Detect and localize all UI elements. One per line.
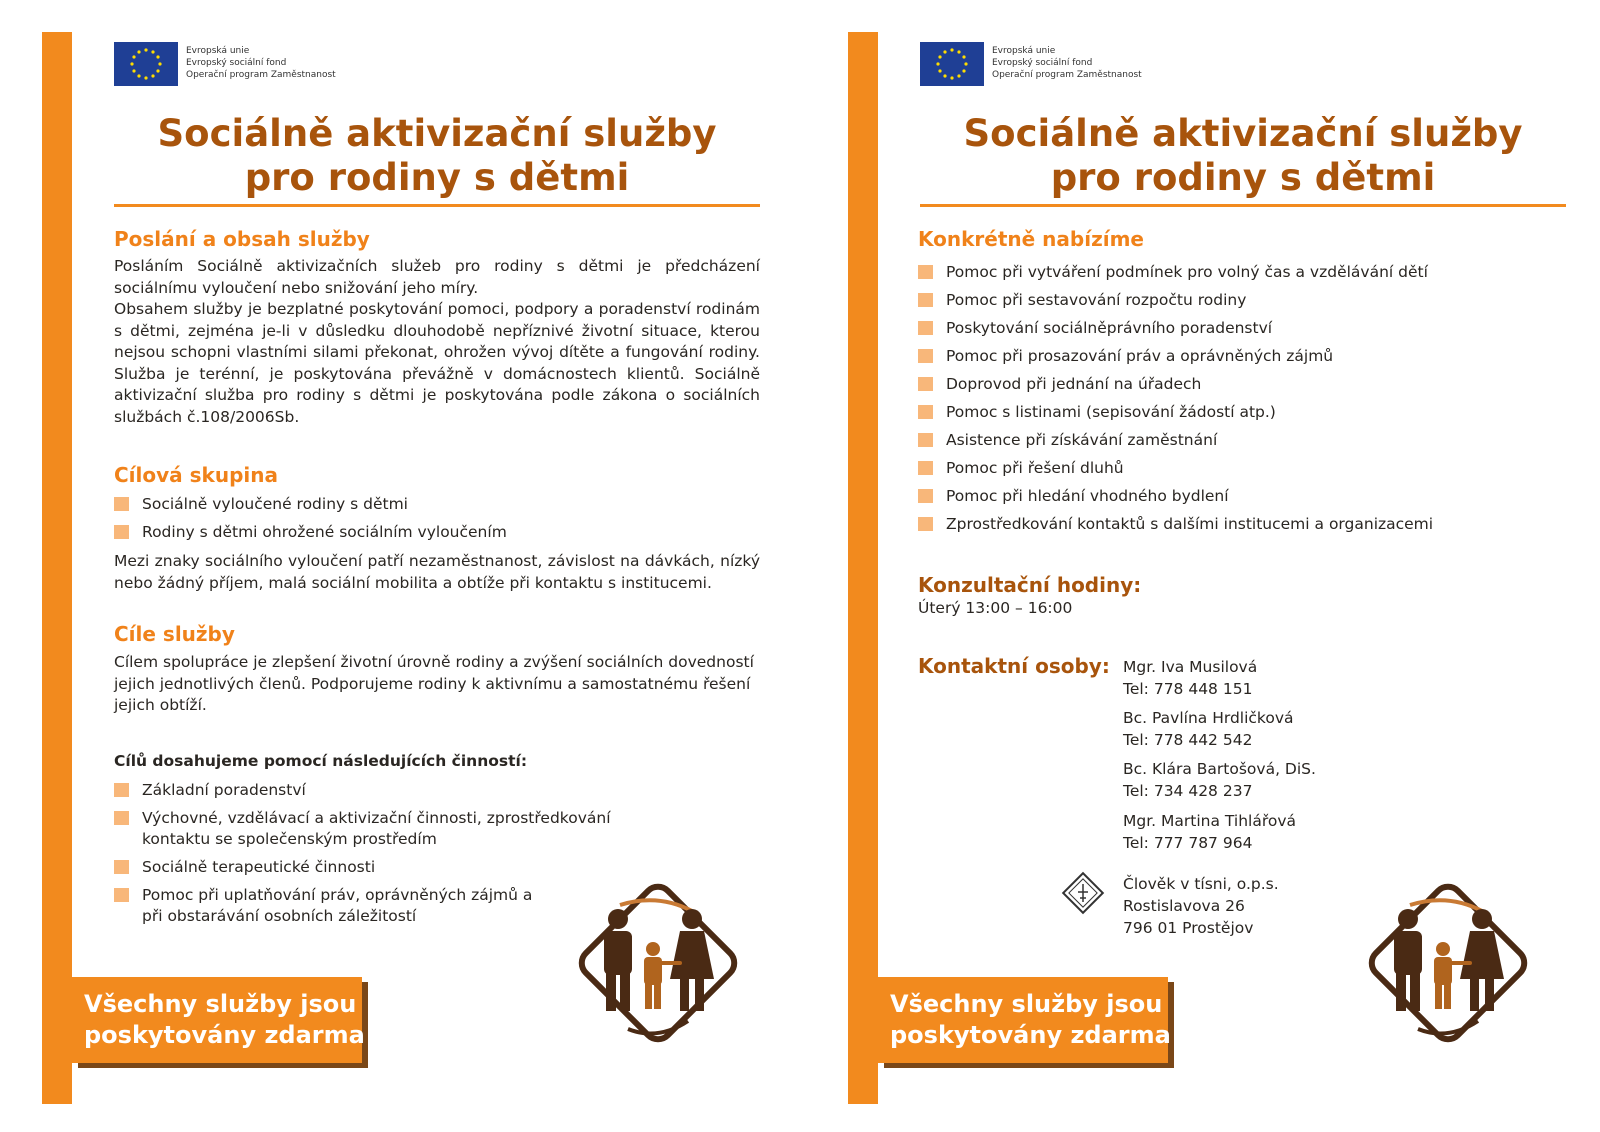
bullet-icon: [918, 377, 933, 391]
list-item-text: Pomoc s listinami (sepisování žádostí atp.): [946, 403, 1276, 421]
org-city: 796 01 Prostějov: [1123, 919, 1254, 937]
bullet-icon: [918, 405, 933, 419]
list-item-text: Zprostředkování kontaktů s dalšími institucemi a organizacemi: [946, 515, 1434, 533]
bullet-icon: [114, 525, 129, 539]
eu-flag-icon: [920, 42, 984, 86]
bullet-icon: [114, 888, 129, 902]
title-line-2: pro rodiny s dětmi: [244, 156, 630, 199]
eu-line-1: Evropská unie: [992, 46, 1056, 56]
bullet-icon: [918, 265, 933, 279]
page-title: [920, 112, 1566, 200]
contact-name: Mgr. Martina Tihlářová: [1123, 812, 1297, 830]
right-orange-bar: [848, 32, 878, 1104]
contact-phone: Tel: 778 442 542: [1123, 731, 1253, 749]
goals-heading: Cíle služby: [114, 622, 235, 646]
list-item-text: Pomoc při uplatňování práv, oprávněných zájmů a při obstarávání osobních záležitostí: [142, 886, 533, 925]
org-name: Člověk v tísni, o.p.s.: [1123, 875, 1279, 893]
list-item: [114, 885, 554, 927]
list-item-text: Pomoc při prosazování práv a oprávněných zájmů: [946, 347, 1334, 365]
bullet-icon: [114, 860, 129, 874]
list-item-text: Sociálně terapeutické činnosti: [142, 858, 376, 876]
list-item: [114, 780, 674, 801]
eu-flag-icon: [114, 42, 178, 86]
list-item: [114, 494, 760, 515]
offers-list: [918, 262, 1558, 542]
list-item-text: Pomoc při hledání vhodného bydlení: [946, 487, 1229, 505]
bullet-icon: [114, 811, 129, 825]
bullet-icon: [918, 293, 933, 307]
bullet-icon: [918, 489, 933, 503]
bullet-icon: [918, 461, 933, 475]
organization-logo-icon: [1060, 870, 1106, 916]
contact-name: Mgr. Iva Musilová: [1123, 658, 1258, 676]
list-item: [918, 290, 1558, 311]
list-item-text: Pomoc při řešení dluhů: [946, 459, 1124, 477]
bullet-icon: [114, 783, 129, 797]
contact-name: Bc. Klára Bartošová, DiS.: [1123, 760, 1316, 778]
goals-text: Cílem spolupráce je zlepšení životní úrovně rodiny a zvýšení sociálních dovedností jejich jednotlivých členů. Podporujeme rodiny k aktivnímu a samostatnému řešení jejich obtíží.: [114, 653, 754, 714]
list-item-text: Výchovné, vzdělávací a aktivizační činnosti, zprostředkování kontaktu se společenským prostředím: [142, 809, 611, 848]
target-list: [114, 494, 760, 550]
target-note: Mezi znaky sociálního vyloučení patří nezaměstnanost, závislost na dávkách, nízký nebo žádný příjem, malá sociální mobilita a obtíže při kontaktu s institucemi.: [114, 552, 760, 592]
list-item: [918, 318, 1558, 339]
list-item-text: Pomoc při sestavování rozpočtu rodiny: [946, 291, 1247, 309]
contact-phone: Tel: 734 428 237: [1123, 782, 1253, 800]
title-line-2: pro rodiny s dětmi: [1050, 156, 1436, 199]
page-title: [114, 112, 760, 200]
title-divider: [114, 204, 760, 207]
target-heading: Cílová skupina: [114, 463, 278, 487]
list-item-text: Poskytování sociálněprávního poradenství: [946, 319, 1273, 337]
eu-line-3: Operační program Zaměstnanost: [186, 70, 336, 80]
list-item: [114, 522, 760, 543]
title-line-1: Sociálně aktivizační služby: [157, 112, 717, 155]
bullet-icon: [918, 321, 933, 335]
list-item-text: Pomoc při vytváření podmínek pro volný čas a vzdělávání dětí: [946, 263, 1428, 281]
list-item: [918, 514, 1558, 535]
organization-address: [1123, 873, 1279, 939]
bullet-icon: [918, 433, 933, 447]
eu-line-3: Operační program Zaměstnanost: [992, 70, 1142, 80]
eu-line-2: Evropský sociální fond: [186, 58, 287, 68]
free-services-banner: [72, 977, 365, 1063]
list-item: [114, 808, 674, 850]
list-item-text: Rodiny s dětmi ohrožené sociálním vyloučením: [142, 523, 507, 541]
free-line-1: Všechny služby jsou: [84, 990, 357, 1018]
list-item: [918, 486, 1558, 507]
family-sign-icon: [558, 863, 758, 1063]
family-sign-icon: [1348, 863, 1548, 1063]
contact-person-3: [1123, 758, 1316, 802]
contact-phone: Tel: 778 448 151: [1123, 680, 1253, 698]
free-services-banner: [878, 977, 1171, 1063]
left-orange-bar: [42, 32, 72, 1104]
free-line-1: Všechny služby jsou: [890, 990, 1163, 1018]
free-line-2: poskytovány zdarma: [84, 1021, 365, 1049]
list-item: [918, 458, 1558, 479]
title-divider: [920, 204, 1566, 207]
list-item: [918, 346, 1558, 367]
bullet-icon: [114, 497, 129, 511]
contact-phone: Tel: 777 787 964: [1123, 834, 1253, 852]
list-item-text: Sociálně vyloučené rodiny s dětmi: [142, 495, 408, 513]
free-line-2: poskytovány zdarma: [890, 1021, 1171, 1049]
list-item: [918, 430, 1558, 451]
contact-person-2: [1123, 707, 1294, 751]
offers-heading: Konkrétně nabízíme: [918, 227, 1144, 251]
eu-line-1: Evropská unie: [186, 46, 250, 56]
mission-heading: Poslání a obsah služby: [114, 227, 370, 251]
mission-paragraph-1: Posláním Sociálně aktivizačních služeb pro rodiny s dětmi je předcházení sociálnímu vyloučení nebo snižování jeho míry.: [114, 257, 760, 297]
contacts-heading: Kontaktní osoby:: [918, 654, 1110, 678]
hours-heading: Konzultační hodiny:: [918, 573, 1142, 597]
eu-line-2: Evropský sociální fond: [992, 58, 1093, 68]
contact-person-1: [1123, 656, 1257, 700]
list-item-text: Doprovod při jednání na úřadech: [946, 375, 1202, 393]
right-page: [806, 0, 1600, 1132]
contact-person-4: [1123, 810, 1296, 854]
bullet-icon: [918, 349, 933, 363]
org-street: Rostislavova 26: [1123, 897, 1245, 915]
bullet-icon: [918, 517, 933, 531]
list-item-text: Asistence při získávání zaměstnání: [946, 431, 1218, 449]
title-line-1: Sociálně aktivizační služby: [963, 112, 1523, 155]
list-item-text: Základní poradenství: [142, 781, 306, 799]
mission-paragraph-2: Obsahem služby je bezplatné poskytování pomoci, podpory a poradenství rodinám s dětmi, zejména je-li v důsledku dlouhodobě nepříznivé životní situace, kterou nejsou schopni vlastními silami překonat, ohrožen vývoj dítěte a fungování rodiny. Služba je terénní, je poskytována převážně v domácnostech klientů. Sociálně aktivizační služba pro rodiny s dětmi je poskytována podle zákona o sociálních službách č.108/2006Sb.: [114, 300, 760, 426]
list-item: [918, 402, 1558, 423]
contact-name: Bc. Pavlína Hrdličková: [1123, 709, 1294, 727]
activities-heading: Cílů dosahujeme pomocí následujících činností:: [114, 752, 528, 770]
hours-value: Úterý 13:00 – 16:00: [918, 599, 1073, 617]
list-item: [918, 262, 1558, 283]
list-item: [918, 374, 1558, 395]
